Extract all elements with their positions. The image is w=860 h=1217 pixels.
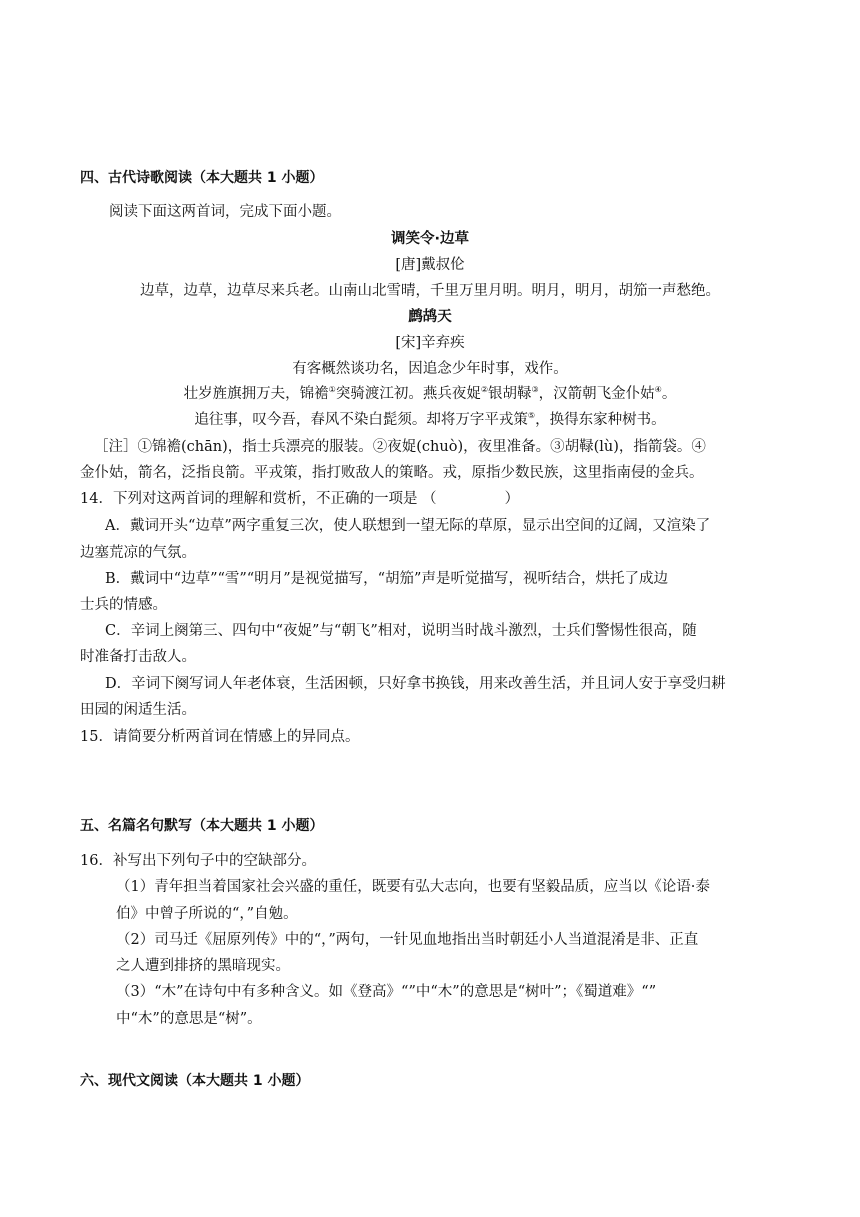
poem-2-line-1-part-f: 。 [661, 386, 677, 402]
poem-2-line-1-part-b: 突骑渡江初。燕兵夜娖 [335, 386, 481, 402]
poem-2-line-2-part-a: 追往事，叹今吾，春风不染白髭须。却将万字平戎策 [194, 412, 528, 428]
question-14-stem [80, 489, 519, 509]
q16-item-3-line-2: 中“木”的意思是“树”。 [116, 1011, 262, 1027]
section-4-instruction: 阅读下面这两首词，完成下面小题。 [109, 204, 341, 220]
option-a-line-1: A．戴词开头“边草”两字重复三次，使人联想到一望无际的草原，显示出空间的辽阔，又渲染了 [105, 518, 711, 534]
poem-2-title: 鹧鸪天 [408, 309, 452, 325]
q16-item-3-line-1: （3）“木”在诗句中有多种含义。如《登高》“”中“木”的意思是“树叶”；《蜀道难》“” [116, 984, 657, 1000]
q16-item-1-line-1: （1）青年担当着国家社会兴盛的重任，既要有弘大志向，也要有坚毅品质，应当以《论语·泰 [116, 879, 710, 895]
section-5-title: 五、名篇名句默写（本大题共 1 小题） [80, 818, 324, 834]
option-c-line-1: C．辛词上阕第三、四句中“夜娖”与“朝飞”相对，说明当时战斗激烈，士兵们警惕性很高，随 [105, 623, 697, 639]
poem-2-line-1-part-a: 壮岁旌旗拥万夫，锦襜 [183, 386, 329, 402]
poem-1-title: 调笑令·边草 [390, 231, 469, 247]
note-marker-2: ② [480, 385, 488, 395]
section-4-title: 四、古代诗歌阅读（本大题共 1 小题） [80, 170, 324, 186]
poem-2-line-1 [0, 384, 860, 404]
poem-2-author: [宋]辛弃疾 [395, 335, 465, 351]
option-d-line-1: D．辛词下阕写词人年老体衰，生活困顿，只好拿书换钱，用来改善生活，并且词人安于享受归耕 [105, 676, 726, 692]
question-14-text: 14．下列对这两首词的理解和赏析，不正确的一项是 （ [80, 491, 437, 507]
poem-2-line-2-part-b: ，换得东家种树书。 [535, 412, 666, 428]
option-a-line-2: 边塞荒凉的气氛。 [80, 545, 196, 561]
poem-2-line-1-part-d: 䩮 [517, 386, 532, 402]
option-b-line-2: 士兵的情感。 [80, 597, 167, 613]
option-b-line-1: B．戴词中“边草”“雪”“明月”是视觉描写，“胡笳”声是听觉描写，视听结合，烘托了成边 [105, 571, 668, 587]
question-16: 16．补写出下列句子中的空缺部分。 [80, 853, 316, 869]
note-marker-1: ① [328, 385, 336, 395]
poem-2-preface: 有客概然谈功名，因追念少年时事，戏作。 [292, 361, 568, 377]
q16-item-2-line-2: 之人遭到排挤的黑暗现实。 [116, 958, 290, 974]
section-6-title: 六、现代文阅读（本大题共 1 小题） [80, 1073, 310, 1089]
option-c-line-2: 时准备打击敌人。 [80, 649, 196, 665]
annotation-line-2: 金仆姑，箭名，泛指良箭。平戎策，指打败敌人的策略。戎，原指少数民族，这里指南侵的金兵。 [80, 465, 704, 481]
poem-2-line-1-part-c: 银胡 [488, 386, 517, 402]
question-14-close: ） [504, 491, 520, 507]
poem-1-text: 边草，边草，边草尽来兵老。山南山北雪晴，千里万里月明。明月，明月，胡笳一声愁绝。 [140, 283, 720, 299]
poem-1-author: [唐]戴叔伦 [395, 257, 465, 273]
annotation-line-1: ［注］①锦襜(chān)，指士兵漂亮的服装。②夜娖(chuò)，夜里准备。③胡䩮(lù)，指箭袋。④ [94, 439, 706, 455]
note-marker-4: ④ [654, 385, 662, 395]
note-marker-5: ⑤ [527, 411, 536, 421]
option-d-line-2: 田园的闲适生活。 [80, 702, 196, 718]
question-15: 15．请简要分析两首词在情感上的异同点。 [80, 729, 360, 745]
poem-2-line-1-part-e: ，汉箭朝飞金仆姑 [538, 386, 655, 402]
poem-2-line-2 [0, 410, 860, 430]
q16-item-2-line-1: （2）司马迁《屈原列传》中的“，”两句，一针见血地指出当时朝廷小人当道混淆是非、正直 [116, 932, 699, 948]
q16-item-1-line-2: 伯》中曾子所说的“，”自勉。 [116, 906, 298, 922]
note-marker-3: ③ [531, 385, 539, 395]
